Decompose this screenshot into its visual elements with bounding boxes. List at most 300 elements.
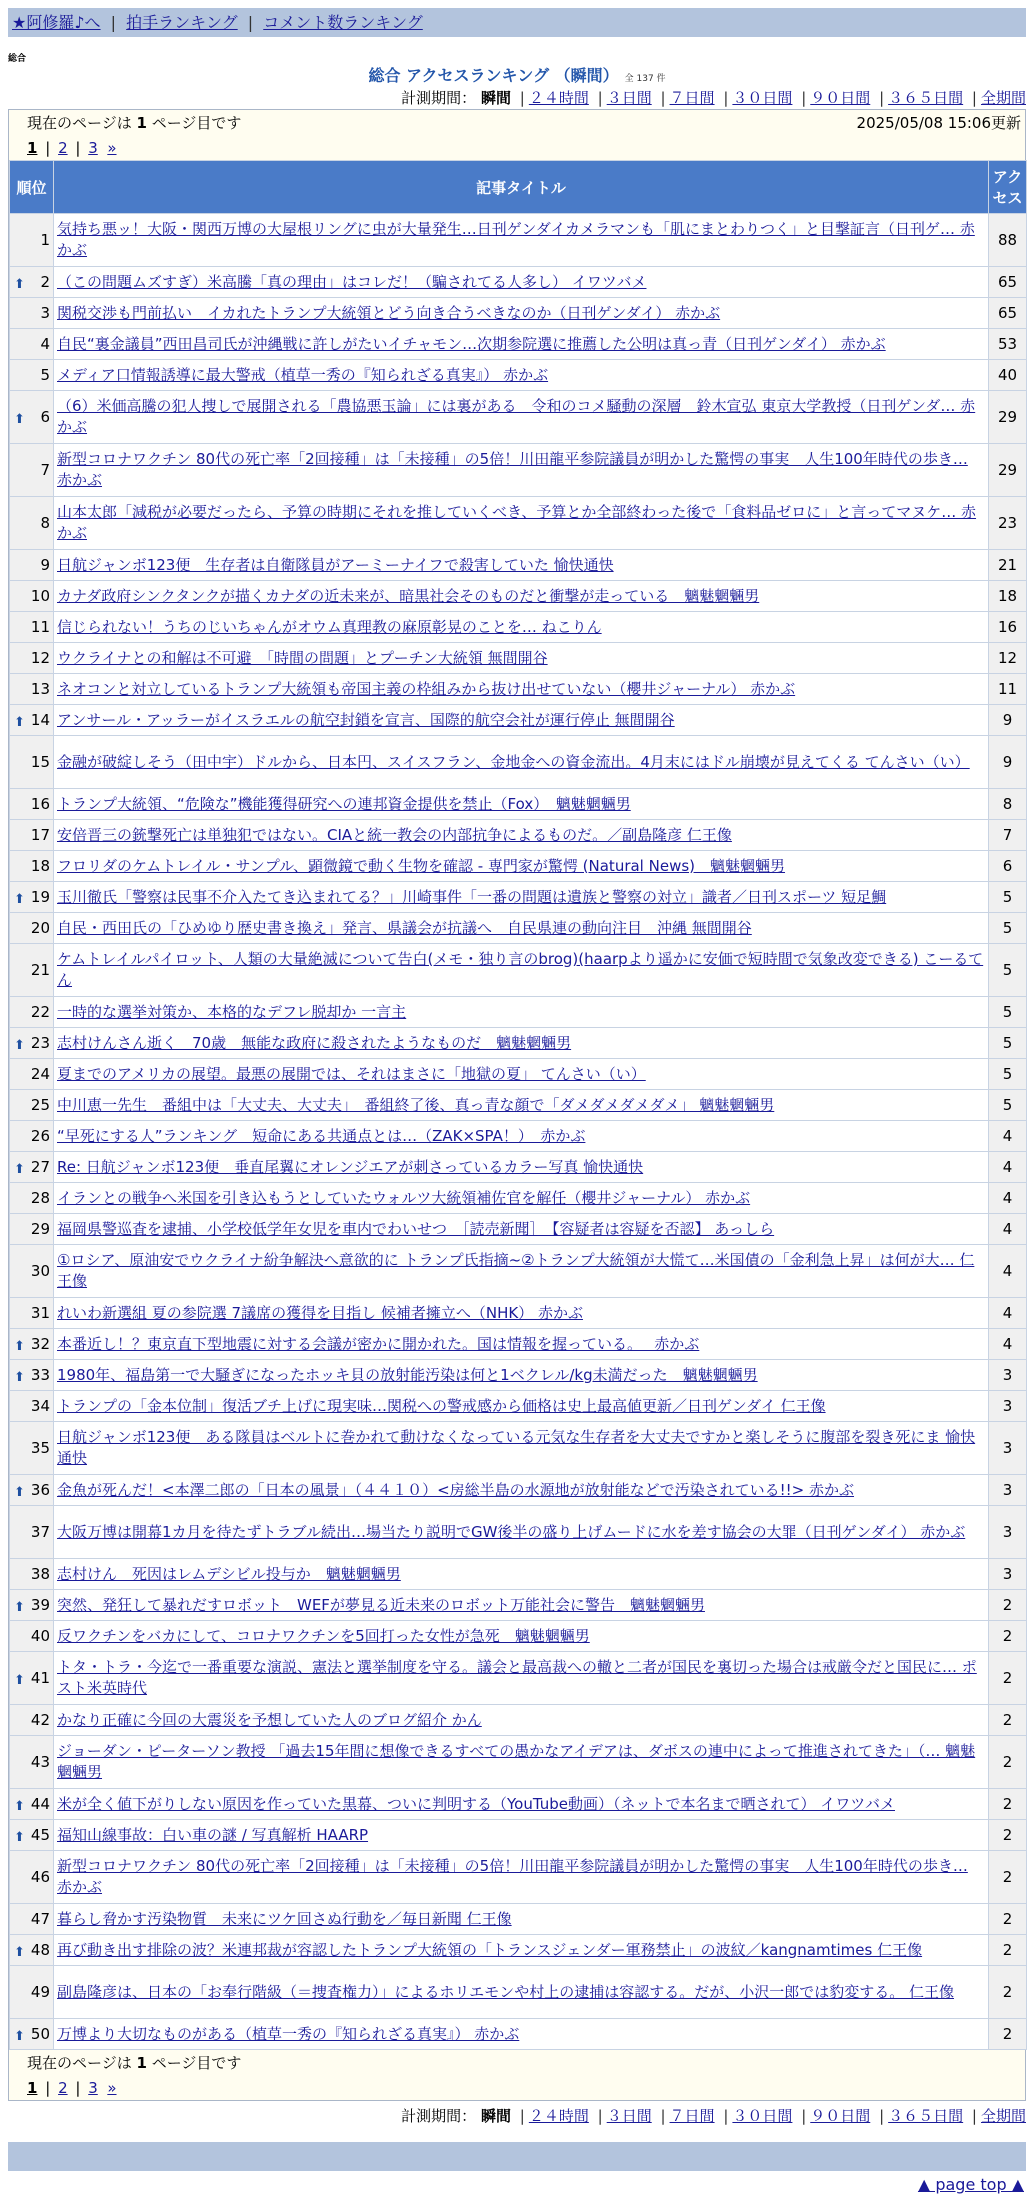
access-count: 3 bbox=[989, 1360, 1027, 1391]
rank-number: 31 bbox=[30, 1303, 50, 1322]
rank-cell bbox=[10, 1360, 54, 1391]
title-cell bbox=[54, 997, 989, 1028]
title-cell bbox=[54, 1059, 989, 1090]
rank-cell bbox=[10, 1559, 54, 1590]
article-title-link[interactable]: 金融が破綻しそう（田中宇）ドルから、日本円、スイスフラン、金地金への資金流出。4月末にはドル崩壊が見えてくる てんさい（い） bbox=[57, 752, 970, 771]
rank-number: 23 bbox=[30, 1033, 50, 1052]
rank-number: 10 bbox=[30, 586, 50, 605]
pager-page-3[interactable]: 3 bbox=[88, 2079, 98, 2097]
rank-cell bbox=[10, 1329, 54, 1360]
period-link-3d[interactable]: ３日間 bbox=[606, 89, 652, 107]
access-count: 2 bbox=[989, 1820, 1027, 1851]
access-count: 12 bbox=[989, 643, 1027, 674]
updated-timestamp: 2025/05/08 15:06更新 bbox=[856, 114, 1021, 132]
access-count: 16 bbox=[989, 612, 1027, 643]
access-count: 3 bbox=[989, 1506, 1027, 1559]
table-row bbox=[10, 820, 1027, 851]
table-row bbox=[10, 882, 1027, 913]
page-top-area bbox=[8, 2171, 1026, 2199]
top-nav-bar bbox=[8, 8, 1026, 37]
title-cell bbox=[54, 391, 989, 444]
pager-next[interactable]: » bbox=[107, 2079, 117, 2097]
article-title-link[interactable]: 金魚が死んだ！<本澤二郎の「日本の風景」（４４１０）<房総半島の水源地が放射能などで汚染されている!!> 赤かぶ bbox=[57, 1480, 855, 1499]
rank-cell bbox=[10, 851, 54, 882]
article-title-link[interactable]: れいわ新選組 夏の参院選 7議席の獲得を目指し 候補者擁立へ（NHK） 赤かぶ bbox=[57, 1303, 583, 1322]
rank-cell bbox=[10, 882, 54, 913]
title-cell bbox=[54, 674, 989, 705]
page-info-number: 1 bbox=[136, 114, 147, 132]
rank-cell bbox=[10, 497, 54, 550]
article-title-link[interactable]: 本番近し！？東京直下型地震に対する会議が密かに開かれた。国は情報を握っている。 赤かぶ bbox=[57, 1334, 700, 1353]
table-row bbox=[10, 1506, 1027, 1559]
article-title-link[interactable]: 副島隆彦は、日本の「お奉行階級（＝捜査権力）」によるホリエモンや村上の逮捕は容認する。だが、小沢一郎では豹変する。 仁王像 bbox=[57, 1982, 954, 2001]
period-link-7d[interactable]: ７日間 bbox=[669, 2107, 715, 2125]
title-cell bbox=[54, 1298, 989, 1329]
rank-number: 42 bbox=[30, 1710, 50, 1729]
article-title-link[interactable]: （6）米価高騰の犯人捜しで展開される「農協悪玉論」には裏がある 令和のコメ騒動の深層 鈴木宣弘 東京大学教授（日刊ゲンダ… 赤かぶ bbox=[57, 397, 976, 436]
period-link-365d[interactable]: ３６５日間 bbox=[888, 89, 964, 107]
period-separator: | bbox=[971, 89, 977, 107]
rank-number: 14 bbox=[30, 710, 50, 729]
access-count: 4 bbox=[989, 1214, 1027, 1245]
rank-cell bbox=[10, 1028, 54, 1059]
title-cell bbox=[54, 1621, 989, 1652]
nav-separator: | bbox=[110, 13, 117, 32]
period-link-90d[interactable]: ９０日間 bbox=[810, 2107, 871, 2125]
access-count: 5 bbox=[989, 944, 1027, 997]
rank-number: 46 bbox=[30, 1867, 50, 1886]
period-label: 計測期間： bbox=[401, 89, 477, 107]
title-cell bbox=[54, 360, 989, 391]
article-title-link[interactable]: 日航ジャンボ123便 生存者は自衛隊員がアーミーナイフで殺害していた 愉快通快 bbox=[57, 555, 614, 574]
table-row bbox=[10, 913, 1027, 944]
article-title-link[interactable]: トランプ大統領、“危険な”機能獲得研究への連邦資金提供を禁止（Fox） 魑魅魍魎男 bbox=[57, 794, 631, 813]
up-arrow-icon: ⬆ bbox=[14, 1038, 25, 1053]
rank-number: 9 bbox=[40, 555, 50, 574]
rank-cell bbox=[10, 612, 54, 643]
period-link-24h[interactable]: ２４時間 bbox=[528, 2107, 589, 2125]
table-row bbox=[10, 1028, 1027, 1059]
title-cell bbox=[54, 1360, 989, 1391]
title-cell bbox=[54, 550, 989, 581]
period-link-30d[interactable]: ３０日間 bbox=[732, 89, 793, 107]
table-row bbox=[10, 1183, 1027, 1214]
rank-cell bbox=[10, 1214, 54, 1245]
article-title-link[interactable]: カナダ政府シンクタンクが描くカナダの近未来が、暗黒社会そのものだと衝撃が走っている 魑魅魍魎男 bbox=[57, 586, 760, 605]
article-title-link[interactable]: 安倍晋三の銃撃死亡は単独犯ではない。CIAと統一教会の内部抗争によるものだ。／副島隆彦 仁王像 bbox=[57, 825, 732, 844]
access-count: 4 bbox=[989, 1245, 1027, 1298]
up-arrow-icon: ⬆ bbox=[14, 277, 25, 292]
access-count: 2 bbox=[989, 1904, 1027, 1935]
title-cell bbox=[54, 1121, 989, 1152]
comment-ranking-link[interactable]: コメント数ランキング bbox=[263, 13, 423, 32]
home-link[interactable]: ★阿修羅♪へ bbox=[12, 13, 101, 32]
table-row bbox=[10, 1966, 1027, 2019]
rank-number: 49 bbox=[30, 1982, 50, 2001]
rank-cell bbox=[10, 1121, 54, 1152]
access-count: 5 bbox=[989, 1059, 1027, 1090]
title-cell bbox=[54, 612, 989, 643]
article-title-link[interactable]: 米が全く値下がりしない原因を作っていた黒幕、ついに判明する（YouTube動画）（ネットで本名まで晒されて） イワツバメ bbox=[57, 1794, 895, 1813]
page-wrapper bbox=[8, 8, 1026, 2199]
article-title-link[interactable]: “早死にする人”ランキング 短命にある共通点とは…（ZAK×SPA！） 赤かぶ bbox=[57, 1126, 586, 1145]
access-count: 3 bbox=[989, 1422, 1027, 1475]
pager-current-page: 1 bbox=[27, 2079, 38, 2097]
rank-number: 30 bbox=[30, 1261, 50, 1280]
article-title-link[interactable]: トランプの「金本位制」復活ブチ上げに現実味…関税への警戒感から価格は史上最高値更新／日刊ゲンダイ 仁王像 bbox=[57, 1396, 826, 1415]
article-title-link[interactable]: ネオコンと対立しているトランプ大統領も帝国主義の枠組みから抜け出せていない（櫻井ジャーナル） 赤かぶ bbox=[57, 679, 796, 698]
table-row bbox=[10, 1935, 1027, 1966]
table-row bbox=[10, 997, 1027, 1028]
rank-number: 13 bbox=[30, 679, 50, 698]
article-title-link[interactable]: 気持ち悪ッ！大阪・関西万博の大屋根リングに虫が大量発生…日刊ゲンダイカメラマンも「肌にまとわりつく」と目撃証言（日刊ゲ… 赤かぶ bbox=[57, 220, 975, 259]
rank-number: 26 bbox=[30, 1126, 50, 1145]
article-title-link[interactable]: 新型コロナワクチン 80代の死亡率「2回接種」は「未接種」の5倍！川田龍平参院議員が明かした驚愕の事実 人生100年時代の歩き… 赤かぶ bbox=[57, 450, 968, 489]
period-separator: | bbox=[879, 2107, 885, 2125]
access-count: 4 bbox=[989, 1121, 1027, 1152]
rank-number: 33 bbox=[30, 1365, 50, 1384]
col-header-title: 記事タイトル bbox=[54, 161, 989, 214]
rank-number: 29 bbox=[30, 1219, 50, 1238]
table-row bbox=[10, 550, 1027, 581]
table-row bbox=[10, 1820, 1027, 1851]
rank-number: 15 bbox=[30, 752, 50, 771]
table-row bbox=[10, 298, 1027, 329]
rank-cell bbox=[10, 1789, 54, 1820]
article-title-link[interactable]: 万博より大切なものがある（植草一秀の『知られざる真実』） 赤かぶ bbox=[57, 2024, 520, 2043]
up-arrow-icon: ⬆ bbox=[14, 1485, 25, 1500]
period-separator: | bbox=[801, 89, 807, 107]
table-row bbox=[10, 1904, 1027, 1935]
period-separator: | bbox=[723, 89, 729, 107]
period-separator: | bbox=[597, 89, 603, 107]
period-separator: | bbox=[519, 2107, 525, 2125]
title-cell bbox=[54, 267, 989, 298]
period-separator: | bbox=[971, 2107, 977, 2125]
rank-cell bbox=[10, 1245, 54, 1298]
article-title-link[interactable]: 1980年、福島第一で大騒ぎになったホッキ貝の放射能汚染は何と1ベクレル/kg未満だった 魑魅魍魎男 bbox=[57, 1365, 758, 1384]
article-title-link[interactable]: メディア口情報誘導に最大警戒（植草一秀の『知られざる真実』） 赤かぶ bbox=[57, 365, 549, 384]
article-title-link[interactable]: 自民・西田氏の「ひめゆり歴史書き換え」発言、県議会が抗議へ 自民県連の動向注目 沖縄 無間開谷 bbox=[57, 918, 752, 937]
period-link-7d[interactable]: ７日間 bbox=[669, 89, 715, 107]
title-cell bbox=[54, 214, 989, 267]
article-title-link[interactable]: 大阪万博は開幕1カ月を待たずトラブル続出…場当たり説明でGW後半の盛り上げムードに水を差す協会の大罪（日刊ゲンダイ） 赤かぶ bbox=[57, 1522, 966, 1541]
title-cell bbox=[54, 1559, 989, 1590]
rank-number: 11 bbox=[30, 617, 50, 636]
access-count: 2 bbox=[989, 1652, 1027, 1705]
access-count: 53 bbox=[989, 329, 1027, 360]
article-title-link[interactable]: 突然、発狂して暴れだすロボット WEFが夢見る近未来のロボット万能社会に警告 魑魅魍魎男 bbox=[57, 1595, 705, 1614]
article-title-link[interactable]: フロリダのケムトレイル・サンプル、顕微鏡で動く生物を確認 - 専門家が驚愕 (Natural News) 魑魅魍魎男 bbox=[57, 856, 786, 875]
table-row bbox=[10, 1736, 1027, 1789]
article-title-link[interactable]: 中川恵一先生 番組中は「大丈夫、大丈夫」 番組終了後、真っ青な顔で「ダメダメダメダメ」 魑魅魍魎男 bbox=[57, 1095, 775, 1114]
title-cell bbox=[54, 1590, 989, 1621]
up-arrow-icon: ⬆ bbox=[14, 892, 25, 907]
table-row bbox=[10, 1329, 1027, 1360]
table-row bbox=[10, 581, 1027, 612]
page-info-top bbox=[9, 110, 1025, 136]
rank-cell bbox=[10, 1506, 54, 1559]
title-cell bbox=[54, 581, 989, 612]
access-count: 40 bbox=[989, 360, 1027, 391]
article-title-link[interactable]: 反ワクチンをバカにして、コロナワクチンを5回打った女性が急死 魑魅魍魎男 bbox=[57, 1626, 590, 1645]
rank-cell bbox=[10, 267, 54, 298]
rank-cell bbox=[10, 820, 54, 851]
period-link-90d[interactable]: ９０日間 bbox=[810, 89, 871, 107]
table-row bbox=[10, 851, 1027, 882]
ranking-table-body bbox=[10, 214, 1027, 2050]
period-separator: | bbox=[660, 2107, 666, 2125]
table-row bbox=[10, 674, 1027, 705]
access-count: 2 bbox=[989, 2019, 1027, 2050]
title-cell bbox=[54, 643, 989, 674]
article-title-link[interactable]: トタ・トラ・今迄で一番重要な演説、憲法と選挙制度を守る。議会と最高裁への轍と二者が国民を裏切った場合は戒厳令だと国民に… ポスト米英時代 bbox=[57, 1658, 977, 1697]
rank-cell bbox=[10, 1935, 54, 1966]
table-row bbox=[10, 789, 1027, 820]
rank-number: 41 bbox=[30, 1668, 50, 1687]
title-cell bbox=[54, 1736, 989, 1789]
article-title-link[interactable]: 福岡県警巡査を逮捕、小学校低学年女児を車内でわいせつ ［読売新聞］ 【容疑者は容疑を否認】 あっしら bbox=[57, 1219, 775, 1238]
table-row bbox=[10, 2019, 1027, 2050]
bottom-bar bbox=[8, 2142, 1026, 2171]
rank-cell bbox=[10, 1298, 54, 1329]
article-title-link[interactable]: Re: 日航ジャンボ123便 垂直尾翼にオレンジエアが刺さっているカラー写真 愉快通快 bbox=[57, 1157, 644, 1176]
table-row bbox=[10, 1090, 1027, 1121]
access-count: 9 bbox=[989, 705, 1027, 736]
pager-page-2[interactable]: 2 bbox=[58, 139, 68, 157]
rank-cell bbox=[10, 1059, 54, 1090]
title-cell bbox=[54, 1652, 989, 1705]
table-row bbox=[10, 1705, 1027, 1736]
pager-next[interactable]: » bbox=[107, 139, 117, 157]
ranking-box bbox=[8, 109, 1026, 2101]
rank-cell bbox=[10, 1904, 54, 1935]
rank-cell bbox=[10, 1736, 54, 1789]
table-row bbox=[10, 444, 1027, 497]
rank-number: 43 bbox=[30, 1752, 50, 1771]
table-row bbox=[10, 1391, 1027, 1422]
table-row bbox=[10, 1422, 1027, 1475]
access-count: 4 bbox=[989, 1152, 1027, 1183]
ranking-title: 総合 アクセスランキング （瞬間） bbox=[368, 66, 619, 85]
access-count: 6 bbox=[989, 851, 1027, 882]
title-cell bbox=[54, 882, 989, 913]
page-top-link[interactable]: ▲ page top ▲ bbox=[917, 2175, 1024, 2194]
period-link-24h[interactable]: ２４時間 bbox=[528, 89, 589, 107]
pager-page-2[interactable]: 2 bbox=[58, 2079, 68, 2097]
table-header-row bbox=[10, 161, 1027, 214]
title-cell bbox=[54, 1214, 989, 1245]
rank-number: 37 bbox=[30, 1522, 50, 1541]
rank-number: 35 bbox=[30, 1438, 50, 1457]
article-title-link[interactable]: 玉川徹氏「警察は民事不介入たてき込まれてる？」川崎事件「一番の問題は遺族と警察の対立」識者／日刊スポーツ 短足鯛 bbox=[57, 887, 887, 906]
table-row bbox=[10, 1298, 1027, 1329]
access-count: 8 bbox=[989, 789, 1027, 820]
period-separator: | bbox=[519, 89, 525, 107]
page-info-text: 現在のページは bbox=[27, 2054, 137, 2072]
title-cell bbox=[54, 1935, 989, 1966]
table-row bbox=[10, 1360, 1027, 1391]
up-arrow-icon: ⬆ bbox=[14, 1600, 25, 1615]
rank-number: 50 bbox=[30, 2024, 50, 2043]
up-arrow-icon: ⬆ bbox=[14, 1945, 25, 1960]
col-header-access: アクセス bbox=[989, 161, 1027, 214]
rank-cell bbox=[10, 1851, 54, 1904]
table-row bbox=[10, 267, 1027, 298]
table-row bbox=[10, 1559, 1027, 1590]
period-current: 瞬間 bbox=[480, 2107, 511, 2125]
article-title-link[interactable]: アンサール・アッラーがイスラエルの航空封鎖を宣言、国際的航空会社が運行停止 無間開谷 bbox=[57, 710, 675, 729]
access-count: 29 bbox=[989, 444, 1027, 497]
rank-cell bbox=[10, 2019, 54, 2050]
article-title-link[interactable]: （この問題ムズすぎ）米高騰「真の理由」はコレだ！（騙されてる人多し） イワツバメ bbox=[57, 272, 647, 291]
period-separator: | bbox=[723, 2107, 729, 2125]
article-title-link[interactable]: 自民“裏金議員”西田昌司氏が沖縄戦に許しがたいイチャモン…次期参院選に推薦した公明は真っ青（日刊ゲンダイ） 赤かぶ bbox=[57, 334, 886, 353]
title-cell bbox=[54, 1028, 989, 1059]
period-link-30d[interactable]: ３０日間 bbox=[732, 2107, 793, 2125]
title-cell bbox=[54, 1904, 989, 1935]
applause-ranking-link[interactable]: 拍手ランキング bbox=[126, 13, 238, 32]
access-count: 4 bbox=[989, 1298, 1027, 1329]
article-title-link[interactable]: ウクライナとの和解は不可避 「時間の問題」とプーチン大統領 無間開谷 bbox=[57, 648, 548, 667]
article-title-link[interactable]: 日航ジャンボ123便 ある隊員はベルトに巻かれて動けなくなっている元気な生存者を大丈夫ですかと楽しそうに腹部を裂き死にま 愉快通快 bbox=[57, 1428, 976, 1467]
rank-cell bbox=[10, 705, 54, 736]
table-row bbox=[10, 360, 1027, 391]
title-cell bbox=[54, 913, 989, 944]
col-header-rank: 順位 bbox=[10, 161, 54, 214]
rank-number: 38 bbox=[30, 1564, 50, 1583]
title-cell bbox=[54, 329, 989, 360]
access-count: 4 bbox=[989, 1329, 1027, 1360]
total-count: 全 137 件 bbox=[624, 74, 666, 84]
rank-number: 4 bbox=[40, 334, 50, 353]
rank-cell bbox=[10, 360, 54, 391]
table-row bbox=[10, 1789, 1027, 1820]
access-count: 5 bbox=[989, 1090, 1027, 1121]
access-count: 65 bbox=[989, 267, 1027, 298]
access-count: 11 bbox=[989, 674, 1027, 705]
title-cell bbox=[54, 944, 989, 997]
article-title-link[interactable]: 再び動き出す排除の波？米連邦裁が容認したトランプ大統領の「トランスジェンダー軍務禁止」の波紋／kangnamtimes 仁王像 bbox=[57, 1940, 923, 1959]
rank-cell bbox=[10, 1475, 54, 1506]
table-row bbox=[10, 612, 1027, 643]
article-title-link[interactable]: 一時的な選挙対策か、本格的なデフレ脱却か 一言主 bbox=[57, 1002, 407, 1021]
up-arrow-icon: ⬆ bbox=[14, 1370, 25, 1385]
rank-number: 32 bbox=[30, 1334, 50, 1353]
table-row bbox=[10, 736, 1027, 789]
title-cell bbox=[54, 1090, 989, 1121]
article-title-link[interactable]: 新型コロナワクチン 80代の死亡率「2回接種」は「未接種」の5倍！川田龍平参院議員が明かした驚愕の事実 人生100年時代の歩き… 赤かぶ bbox=[57, 1857, 968, 1896]
period-link-all[interactable]: 全期間 bbox=[980, 2107, 1026, 2125]
pager-page-3[interactable]: 3 bbox=[88, 139, 98, 157]
up-arrow-icon: ⬆ bbox=[14, 1799, 25, 1814]
article-title-link[interactable]: 夏までのアメリカの展望。最悪の展開では、それはまさに「地獄の夏」 てんさい（い） bbox=[57, 1064, 646, 1083]
period-link-3d[interactable]: ３日間 bbox=[606, 2107, 652, 2125]
rank-cell bbox=[10, 736, 54, 789]
table-row bbox=[10, 1214, 1027, 1245]
rank-cell bbox=[10, 643, 54, 674]
page-info-text: ページ目です bbox=[146, 114, 242, 132]
access-count: 2 bbox=[989, 1590, 1027, 1621]
article-title-link[interactable]: ジョーダン・ピーターソン教授 「過去15年間に想像できるすべての愚かなアイデアは、ダボスの連中によって推進されてきた」（… 魑魅魍魎男 bbox=[57, 1742, 976, 1781]
access-count: 2 bbox=[989, 1621, 1027, 1652]
rank-cell bbox=[10, 391, 54, 444]
access-count: 2 bbox=[989, 1935, 1027, 1966]
rank-number: 3 bbox=[40, 303, 50, 322]
rank-number: 8 bbox=[40, 513, 50, 532]
rank-number: 21 bbox=[30, 960, 50, 979]
period-selector-bottom bbox=[8, 2105, 1026, 2127]
rank-number: 19 bbox=[30, 887, 50, 906]
article-title-link[interactable]: ケムトレイルパイロット、人類の大量絶滅について告白(メモ・独り言のbrog)(haarpより遥かに安価で短時間で気象改変できる) こーるてん bbox=[57, 950, 984, 989]
title-cell bbox=[54, 1789, 989, 1820]
access-count: 2 bbox=[989, 1736, 1027, 1789]
access-count: 21 bbox=[989, 550, 1027, 581]
period-separator: | bbox=[879, 89, 885, 107]
access-count: 5 bbox=[989, 913, 1027, 944]
title-cell bbox=[54, 1391, 989, 1422]
rank-number: 47 bbox=[30, 1909, 50, 1928]
period-link-365d[interactable]: ３６５日間 bbox=[888, 2107, 964, 2125]
article-title-link[interactable]: 暮らし脅かす汚染物質 未来にツケ回さぬ行動を／毎日新聞 仁王像 bbox=[57, 1909, 512, 1928]
page-info-text: 現在のページは bbox=[27, 114, 137, 132]
rank-number: 45 bbox=[30, 1825, 50, 1844]
period-separator: | bbox=[597, 2107, 603, 2125]
period-current: 瞬間 bbox=[480, 89, 511, 107]
title-cell bbox=[54, 820, 989, 851]
article-title-link[interactable]: ①ロシア、原油安でウクライナ紛争解決へ意欲的に トランプ氏指摘~②トランプ大統領が大慌て…米国債の「金利急上昇」は何が大… 仁王像 bbox=[57, 1251, 975, 1290]
rank-cell bbox=[10, 329, 54, 360]
title-cell bbox=[54, 736, 989, 789]
table-row bbox=[10, 944, 1027, 997]
article-title-link[interactable]: 福知山線事故：白い車の謎 / 写真解析 HAARP bbox=[57, 1825, 369, 1844]
pager-separator: | bbox=[45, 2079, 51, 2097]
title-cell bbox=[54, 1183, 989, 1214]
rank-number: 36 bbox=[30, 1480, 50, 1499]
page-info-number: 1 bbox=[136, 2054, 147, 2072]
up-arrow-icon: ⬆ bbox=[14, 1339, 25, 1354]
access-count: 29 bbox=[989, 391, 1027, 444]
up-arrow-icon: ⬆ bbox=[14, 412, 25, 427]
rank-cell bbox=[10, 581, 54, 612]
rank-number: 44 bbox=[30, 1794, 50, 1813]
period-selector-top bbox=[8, 87, 1026, 109]
title-cell bbox=[54, 444, 989, 497]
article-title-link[interactable]: 関税交渉も門前払い イカれたトランプ大統領とどう向き合うべきなのか（日刊ゲンダイ） 赤かぶ bbox=[57, 303, 721, 322]
article-title-link[interactable]: イランとの戦争へ米国を引き込もうとしていたウォルツ大統領補佐官を解任（櫻井ジャーナル） 赤かぶ bbox=[57, 1188, 751, 1207]
title-cell bbox=[54, 1152, 989, 1183]
article-title-link[interactable]: 信じられない！うちのじいちゃんがオウム真理教の麻原彰晃のことを… ねこりん bbox=[57, 617, 602, 636]
table-row bbox=[10, 1851, 1027, 1904]
period-link-all[interactable]: 全期間 bbox=[980, 89, 1026, 107]
article-title-link[interactable]: 志村けんさん逝く 70歳 無能な政府に殺されたようなものだ 魑魅魍魎男 bbox=[57, 1033, 572, 1052]
article-title-link[interactable]: かなり正確に今回の大震災を予想していた人のブログ紹介 かん bbox=[57, 1710, 482, 1729]
table-row bbox=[10, 214, 1027, 267]
access-count: 2 bbox=[989, 1851, 1027, 1904]
article-title-link[interactable]: 山本太郎「減税が必要だったら、予算の時期にそれを推していくべき、予算とか全部終わった後で「食料品ゼロに」と言ってマヌケ… 赤かぶ bbox=[57, 503, 977, 542]
table-row bbox=[10, 329, 1027, 360]
article-title-link[interactable]: 志村けん 死因はレムデシビル投与か 魑魅魍魎男 bbox=[57, 1564, 401, 1583]
access-count: 2 bbox=[989, 1789, 1027, 1820]
title-cell bbox=[54, 1506, 989, 1559]
page-info-text: ページ目です bbox=[146, 2054, 242, 2072]
period-separator: | bbox=[660, 89, 666, 107]
rank-cell bbox=[10, 1391, 54, 1422]
pager-separator: | bbox=[75, 139, 81, 157]
access-count: 3 bbox=[989, 1475, 1027, 1506]
rank-number: 20 bbox=[30, 918, 50, 937]
access-count: 2 bbox=[989, 1705, 1027, 1736]
